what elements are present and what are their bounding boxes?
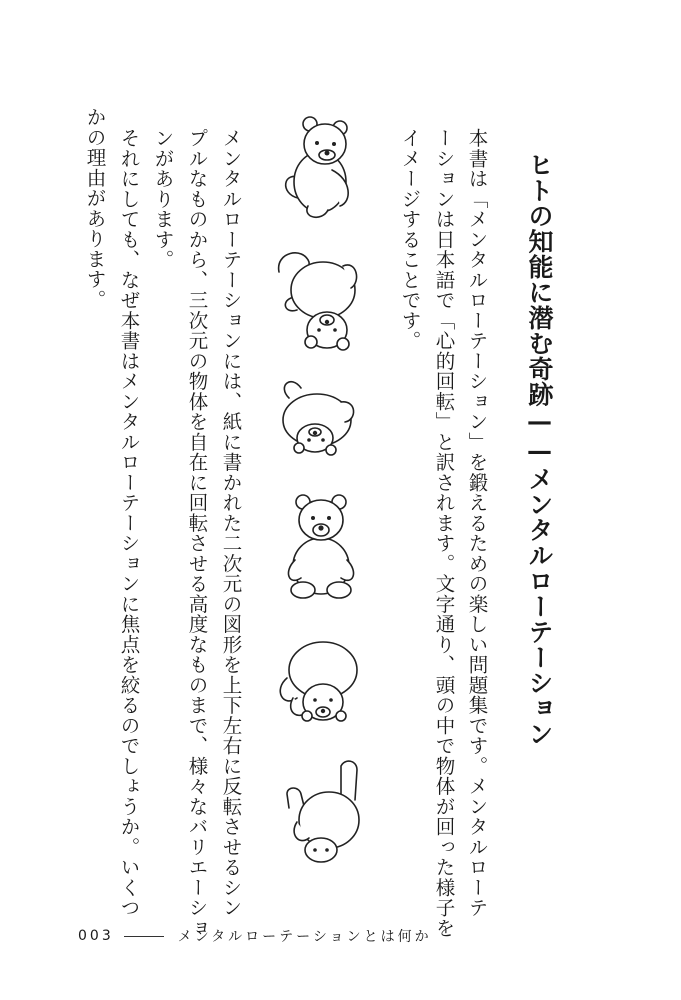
- body-text-line: イメージすることです。: [398, 128, 422, 351]
- footer-rule: [124, 936, 164, 937]
- body-text-line: それにしても、なぜ本書はメンタルローテーションに焦点を絞るのでしょうか。いくつ: [117, 128, 141, 918]
- body-text-line: メンタルローテーションには、紙に書かれた二次元の図形を上下左右に反転させるシン: [219, 128, 243, 918]
- page-footer: [78, 926, 432, 946]
- body-text-line: ーションは日本語で「心的回転」と訳されます。文字通り、頭の中で物体が回った様子を: [432, 128, 456, 938]
- bear-illustration: [275, 758, 365, 868]
- body-text-line: かの理由があります。: [83, 107, 107, 310]
- body-text-line: ンがあります。: [151, 128, 175, 270]
- chapter-heading: ヒトの知能に潜む奇跡——メンタルローテーション: [525, 152, 554, 747]
- bear-illustration: [273, 242, 363, 352]
- body-text-line: 本書は「メンタルローテーション」を鍛えるための楽しい問題集です。メンタルローテ: [465, 128, 489, 918]
- bear-illustration: [273, 628, 363, 738]
- page-number: 003: [78, 928, 114, 944]
- running-section-title: メンタルローテーションとは何か: [177, 929, 432, 945]
- bear-illustration: [277, 490, 367, 600]
- body-text-line: プルなものから、三次元の物体を自在に回転させる高度なものまで、様々なバリエーショ: [185, 128, 209, 938]
- bear-illustration: [272, 110, 362, 220]
- bear-illustration: [273, 372, 363, 482]
